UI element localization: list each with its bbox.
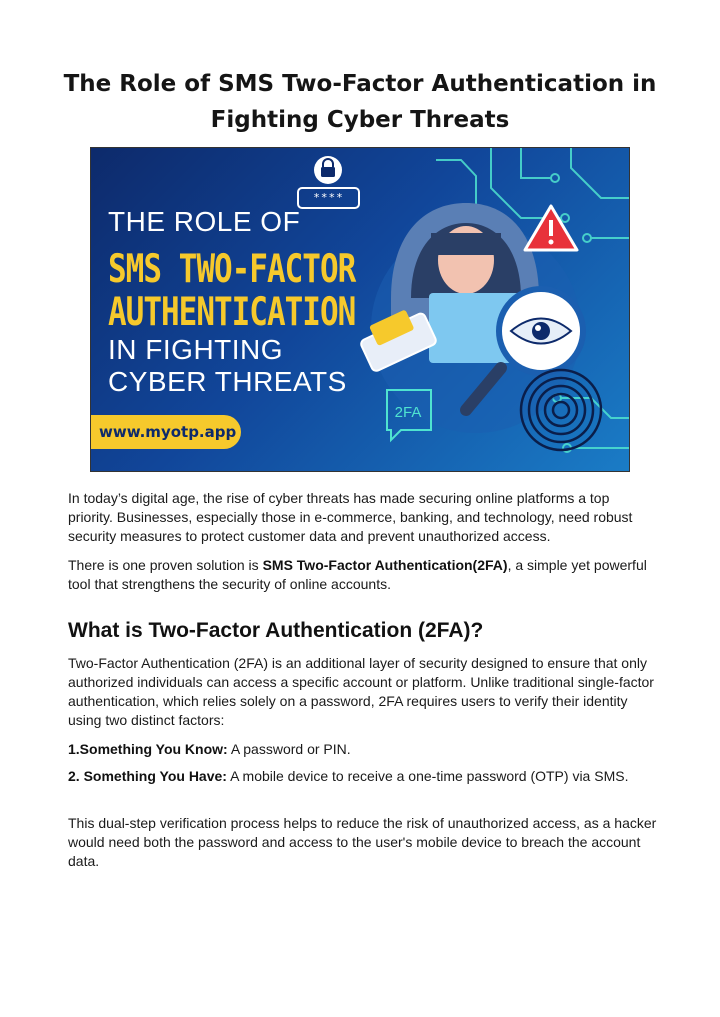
list-item-1 bbox=[68, 740, 658, 759]
banner-headline-line3: AUTHENTICATION bbox=[108, 289, 356, 335]
list-item-1-label: 1.Something You Know: bbox=[68, 741, 228, 757]
banner-headline-line5: CYBER THREATS bbox=[108, 366, 347, 397]
list-item-2 bbox=[68, 767, 658, 786]
hero-banner-image bbox=[90, 147, 630, 472]
section-paragraph-1: Two-Factor Authentication (2FA) is an additional layer of security designed to ensure that only authorized individuals can access a specific account or platform. Unlike traditional single-factor authentication, which relies solely on a password, 2FA requires users to verify their identity using two distinct factors: bbox=[68, 655, 654, 728]
banner-headline-line2: SMS TWO-FACTOR bbox=[108, 246, 356, 292]
intro-p2-text-before: There is one proven solution is bbox=[68, 557, 263, 573]
intro-paragraph-1: In today’s digital age, the rise of cyber threats has made securing online platforms a top priority. Businesses, especially those in e-commerce, banking, and technology, need robust security measures to protect customer data and prevent unauthorized access. bbox=[68, 490, 633, 544]
pin-field-text: **** bbox=[313, 191, 344, 204]
intro-p2-text-after: , a simple yet powerful tool that strengthens the security of online accounts. bbox=[68, 557, 647, 592]
section-paragraph-2: This dual-step verification process helps to reduce the risk of unauthorized access, as a hacker would need both the password and access to the user's mobile device to breach the account data. bbox=[68, 815, 657, 869]
list-item-1-text: A password or PIN. bbox=[227, 741, 351, 757]
list-item-2-text: A mobile device to receive a one-time password (OTP) via SMS. bbox=[226, 768, 629, 784]
page-title: The Role of SMS Two-Factor Authentication in Fighting Cyber Threats bbox=[63, 71, 657, 133]
banner-headline-line1: THE ROLE OF bbox=[108, 206, 301, 237]
section-heading: What is Two-Factor Authentication (2FA)? bbox=[68, 619, 484, 642]
banner-headline-line4: IN FIGHTING bbox=[108, 334, 284, 365]
list-item-2-label: 2. Something You Have: bbox=[68, 768, 227, 784]
intro-p2-bold: SMS Two-Factor Authentication(2FA) bbox=[262, 557, 508, 573]
banner-url-badge: www.myotp.app bbox=[91, 415, 241, 449]
banner-2fa-label: 2FA bbox=[394, 404, 422, 421]
warning-icon bbox=[525, 206, 577, 250]
intro-paragraph-2 bbox=[68, 556, 658, 594]
